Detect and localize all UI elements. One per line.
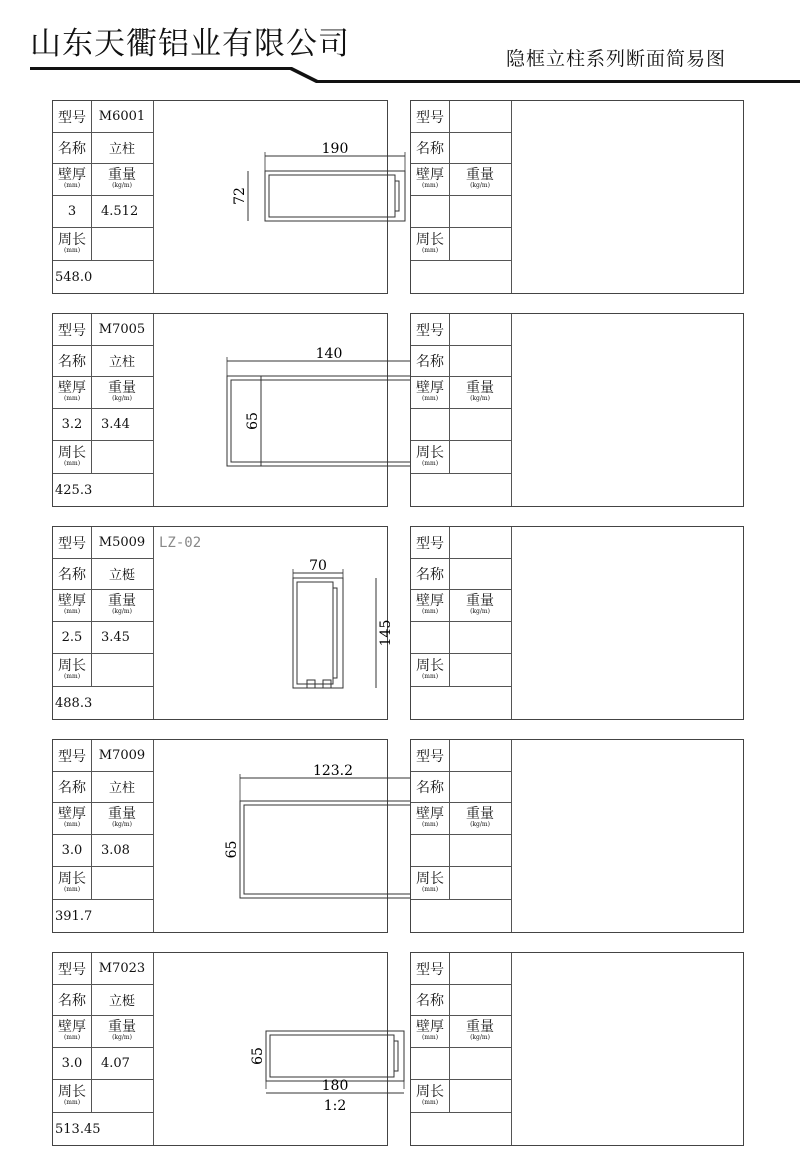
perimeter-label-title: 周长 (58, 444, 86, 461)
model-label: 型号 (58, 961, 86, 978)
perimeter-label-title: 周长 (416, 870, 444, 887)
weight-label (449, 163, 511, 195)
weight-value: 3.44 (101, 416, 130, 432)
blank-profile-card (410, 952, 744, 1146)
weight-label-unit: (kg/m) (470, 608, 490, 615)
profile-card (52, 100, 388, 294)
thickness-label-text (416, 169, 444, 189)
name-value: 立梃 (108, 568, 135, 583)
model-label: 型号 (58, 109, 86, 126)
weight-value: 4.07 (101, 1055, 130, 1071)
perimeter-label-title: 周长 (58, 231, 86, 248)
model-label: 型号 (58, 322, 86, 339)
perimeter-label-unit: (mm) (421, 885, 439, 893)
thickness-label-title: 壁厚 (416, 806, 444, 822)
width-dimension: 140 (315, 346, 343, 362)
grid-divider (449, 440, 450, 473)
width-dimension: 180 (321, 1078, 349, 1094)
thickness-label-title: 壁厚 (58, 593, 86, 609)
perimeter-label-title: 周长 (416, 444, 444, 461)
grid-divider (511, 527, 512, 719)
perimeter-value: 548.0 (55, 270, 93, 285)
weight-label-unit: (kg/m) (470, 182, 490, 189)
header-rule (0, 0, 800, 90)
blank-profile-card (410, 526, 744, 720)
model-label: 型号 (416, 535, 444, 552)
weight-label-unit: (kg/m) (112, 608, 132, 615)
model-label: 型号 (416, 961, 444, 978)
weight-label-title: 重量 (466, 593, 494, 609)
company-name: 山东天衢铝业有限公司 (30, 26, 350, 62)
perimeter-label-title: 周长 (416, 657, 444, 674)
perimeter-label-text (416, 657, 444, 680)
thickness-label-text (416, 1021, 444, 1041)
perimeter-label (411, 1079, 449, 1112)
model-label: 型号 (58, 535, 86, 552)
weight-label (449, 376, 511, 408)
thickness-label-title: 壁厚 (58, 380, 86, 396)
weight-label-title: 重量 (108, 1019, 136, 1035)
weight-label-title: 重量 (466, 167, 494, 183)
thickness-label (411, 589, 449, 621)
weight-label-text (466, 382, 494, 402)
weight-label-unit: (kg/m) (112, 395, 132, 402)
profile-card (52, 739, 388, 933)
thickness-label-text (416, 382, 444, 402)
grid-divider (449, 653, 450, 686)
profile-card (52, 952, 388, 1146)
thickness-label-unit: (mm) (421, 182, 439, 189)
thickness-label-title: 壁厚 (58, 806, 86, 822)
blank-profile-card (410, 739, 744, 933)
perimeter-label-title: 周长 (58, 657, 86, 674)
model-label: 型号 (416, 748, 444, 765)
perimeter-label-unit: (mm) (421, 459, 439, 467)
profile-card (52, 313, 388, 507)
grid-divider (449, 227, 450, 260)
thickness-value: 3.0 (61, 1055, 83, 1071)
perimeter-label-text (416, 444, 444, 467)
grid-divider (449, 866, 450, 899)
weight-label-text (466, 808, 494, 828)
perimeter-label-unit: (mm) (63, 1098, 81, 1106)
weight-label-title: 重量 (108, 593, 136, 609)
name-label: 名称 (58, 353, 86, 370)
grid-rule (411, 408, 511, 409)
perimeter-label-text (416, 870, 444, 893)
grid-rule (411, 473, 511, 474)
weight-label (449, 802, 511, 834)
thickness-label-unit: (mm) (421, 1034, 439, 1041)
model-label: 型号 (58, 748, 86, 765)
name-value: 立梃 (108, 994, 135, 1009)
weight-label-title: 重量 (108, 806, 136, 822)
weight-label-unit: (kg/m) (470, 821, 490, 828)
document-title: 隐框立柱系列断面简易图 (506, 48, 727, 70)
width-dimension: 123.2 (312, 763, 354, 779)
perimeter-label-title: 周长 (416, 1083, 444, 1100)
thickness-label-unit: (mm) (63, 182, 81, 189)
name-label: 名称 (416, 140, 444, 157)
scale-note: 1:2 (323, 1098, 347, 1114)
model-value: M7023 (98, 961, 146, 976)
perimeter-value: 488.3 (55, 696, 93, 711)
perimeter-label-unit: (mm) (63, 885, 81, 893)
section-drawing (53, 740, 387, 934)
thickness-label-unit: (mm) (421, 608, 439, 615)
perimeter-label (411, 227, 449, 260)
grid-rule (411, 834, 511, 835)
weight-label (449, 1015, 511, 1047)
width-dimension: 70 (309, 558, 327, 574)
thickness-value: 3.0 (61, 842, 83, 858)
section-drawing (53, 314, 387, 508)
grid-rule (411, 621, 511, 622)
thickness-label-text (416, 595, 444, 615)
thickness-label-unit: (mm) (63, 821, 81, 828)
weight-label-unit: (kg/m) (112, 1034, 132, 1041)
thickness-label (411, 1015, 449, 1047)
weight-label-title: 重量 (108, 167, 136, 183)
thickness-label (411, 802, 449, 834)
name-label: 名称 (416, 353, 444, 370)
perimeter-value: 425.3 (55, 483, 93, 498)
section-drawing (53, 101, 387, 295)
thickness-label-title: 壁厚 (416, 1019, 444, 1035)
thickness-value: 2.5 (61, 629, 83, 645)
name-label: 名称 (416, 992, 444, 1009)
perimeter-label-text (416, 1083, 444, 1106)
section-drawing (53, 527, 394, 721)
grid-divider (511, 953, 512, 1145)
grid-rule (411, 260, 511, 261)
profile-card (52, 526, 394, 720)
name-label: 名称 (416, 566, 444, 583)
grid-rule (411, 195, 511, 196)
perimeter-label-unit: (mm) (63, 672, 81, 680)
grid-rule (411, 1047, 511, 1048)
perimeter-label-title: 周长 (416, 231, 444, 248)
model-value: M5009 (98, 535, 146, 550)
perimeter-label (411, 440, 449, 473)
name-value: 立柱 (108, 355, 135, 370)
name-label: 名称 (58, 140, 86, 157)
blank-profile-card (410, 100, 744, 294)
weight-label-title: 重量 (466, 380, 494, 396)
grid-divider (511, 740, 512, 932)
thickness-label-title: 壁厚 (416, 167, 444, 183)
section-drawing (53, 953, 387, 1147)
width-dimension: 190 (321, 141, 349, 157)
name-label: 名称 (58, 566, 86, 583)
grid-divider (511, 314, 512, 506)
weight-label-unit: (kg/m) (112, 182, 132, 189)
weight-value: 3.45 (101, 629, 130, 645)
depth-dimension: 72 (232, 187, 248, 205)
grid-rule (411, 1112, 511, 1113)
grid-divider (511, 101, 512, 293)
model-value: M7009 (98, 748, 146, 763)
perimeter-label-text (416, 231, 444, 254)
thickness-label (411, 163, 449, 195)
name-label: 名称 (58, 992, 86, 1009)
drawing-code-note: LZ-02 (159, 535, 202, 551)
thickness-label-unit: (mm) (421, 821, 439, 828)
model-label: 型号 (416, 322, 444, 339)
perimeter-value: 391.7 (55, 909, 93, 924)
depth-dimension: 65 (250, 1047, 266, 1065)
model-value: M6001 (98, 109, 146, 124)
perimeter-label-unit: (mm) (421, 246, 439, 254)
weight-value: 3.08 (101, 842, 130, 858)
depth-dimension: 145 (378, 619, 394, 647)
model-value: M7005 (98, 322, 146, 337)
perimeter-label-unit: (mm) (421, 1098, 439, 1106)
thickness-label-unit: (mm) (63, 1034, 81, 1041)
perimeter-label-unit: (mm) (63, 246, 81, 254)
depth-dimension: 65 (245, 412, 261, 430)
thickness-label (411, 376, 449, 408)
grid-rule (411, 899, 511, 900)
name-value: 立柱 (108, 142, 135, 157)
thickness-label-title: 壁厚 (58, 167, 86, 183)
thickness-label-title: 壁厚 (416, 593, 444, 609)
name-label: 名称 (58, 779, 86, 796)
thickness-label-unit: (mm) (63, 608, 81, 615)
perimeter-label (411, 866, 449, 899)
thickness-value: 3 (67, 203, 77, 219)
depth-dimension: 65 (224, 840, 240, 859)
blank-profile-card (410, 313, 744, 507)
name-label: 名称 (416, 779, 444, 796)
thickness-label-title: 壁厚 (416, 380, 444, 396)
thickness-value: 3.2 (61, 416, 83, 432)
weight-label-text (466, 1021, 494, 1041)
thickness-label-title: 壁厚 (58, 1019, 86, 1035)
weight-label-text (466, 169, 494, 189)
perimeter-label-title: 周长 (58, 1083, 86, 1100)
perimeter-label-title: 周长 (58, 870, 86, 887)
name-value: 立柱 (108, 781, 135, 796)
weight-value: 4.512 (101, 203, 139, 219)
thickness-label-text (416, 808, 444, 828)
grid-rule (411, 686, 511, 687)
weight-label-unit: (kg/m) (112, 821, 132, 828)
weight-label-text (466, 595, 494, 615)
grid-divider (449, 1079, 450, 1112)
perimeter-label (411, 653, 449, 686)
thickness-label-unit: (mm) (421, 395, 439, 402)
perimeter-value: 513.45 (55, 1122, 101, 1137)
perimeter-label-unit: (mm) (63, 459, 81, 467)
thickness-label-unit: (mm) (63, 395, 81, 402)
model-label: 型号 (416, 109, 444, 126)
weight-label (449, 589, 511, 621)
weight-label-unit: (kg/m) (470, 1034, 490, 1041)
perimeter-label-unit: (mm) (421, 672, 439, 680)
weight-label-title: 重量 (466, 806, 494, 822)
weight-label-unit: (kg/m) (470, 395, 490, 402)
weight-label-title: 重量 (108, 380, 136, 396)
weight-label-title: 重量 (466, 1019, 494, 1035)
